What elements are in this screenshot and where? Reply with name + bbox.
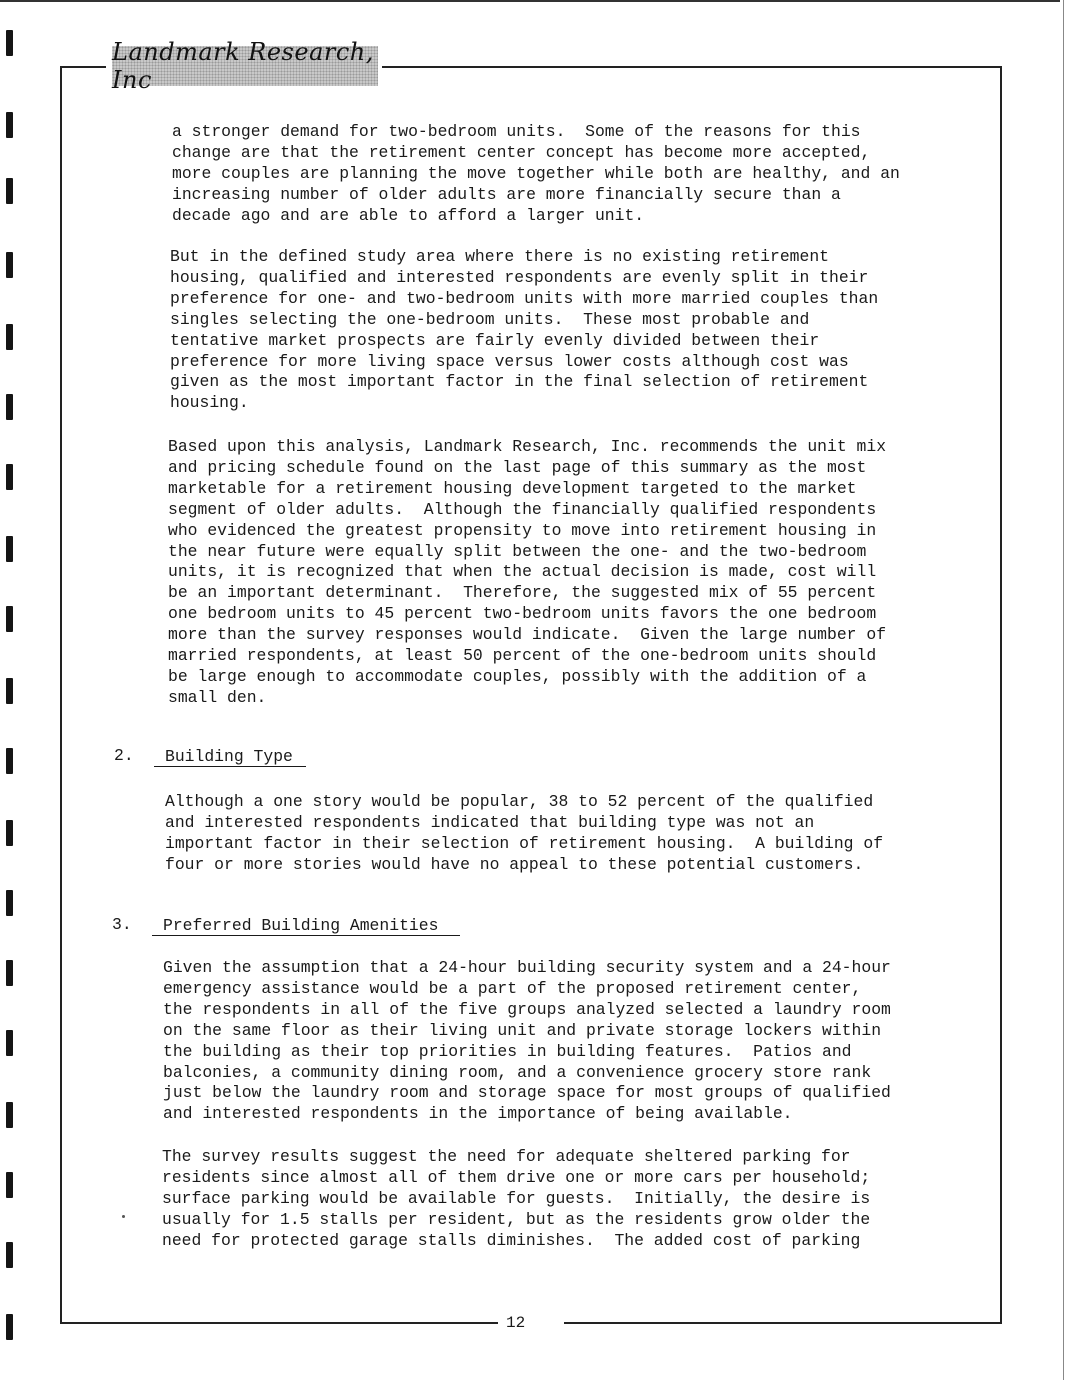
frame-border-top [382, 66, 1002, 68]
paragraph-parking: The survey results suggest the need for adequate sheltered parking for residents since almost all of them drive one or more cars per household; surface parking would be available for guests. Initially, the desire is usually for 1.5 stalls per resident, but as the residents grow older the need for protected garage stalls diminishes. The added cost of parking [162, 1147, 871, 1250]
binding-hole [6, 1030, 13, 1056]
section-heading: Preferred Building Amenities [163, 916, 439, 935]
frame-border-right [1000, 66, 1002, 1324]
section-number: 2. [114, 746, 134, 765]
binding-hole [6, 1172, 13, 1198]
page-number: 12 [506, 1314, 526, 1332]
binding-hole [6, 178, 13, 204]
binding-hole [6, 890, 13, 916]
scan-right-edge [1063, 0, 1064, 1380]
binding-hole [6, 748, 13, 774]
binding-hole [6, 252, 13, 278]
scan-top-edge [0, 0, 1060, 2]
scan-speck [122, 1215, 125, 1218]
frame-border-bottom [60, 1322, 498, 1324]
binding-holes [6, 30, 16, 1360]
binding-hole [6, 324, 13, 350]
company-logo [112, 38, 378, 94]
binding-hole [6, 678, 13, 704]
binding-hole [6, 820, 13, 846]
binding-hole [6, 394, 13, 420]
section-heading-underline [152, 935, 460, 936]
binding-hole [6, 464, 13, 490]
binding-hole [6, 1102, 13, 1128]
logo-text: Landmark Research, Inc [112, 38, 374, 94]
paragraph-unit-demand: a stronger demand for two-bedroom units. Some of the reasons for this change are that the retirement center concept has become more accepted, more couples are planning the move together while both are healthy, and an increasing number of older adults are more financially secure than a decade ago and are able to afford a larger unit. [172, 122, 900, 225]
frame-border-left [60, 66, 62, 1324]
binding-hole [6, 30, 13, 56]
binding-hole [6, 112, 13, 138]
section-heading-underline [154, 766, 306, 767]
section-number: 3. [112, 915, 132, 934]
section-heading: Building Type [165, 747, 293, 766]
paragraph-amenities: Given the assumption that a 24-hour building security system and a 24-hour emergency assistance would be a part of the proposed retirement center, the respondents in all of the five groups analyzed selected a laundry room on the same floor as their living unit and private storage lockers within the building as their top priorities in building features. Patios and balconies, a community dining room, and a convenience grocery store rank just below the laundry room and storage space for most groups of qualified and interested respondents in the importance of being available. [163, 958, 891, 1124]
frame-border-top [60, 66, 106, 68]
frame-border-bottom [564, 1322, 1002, 1324]
paragraph-recommendation: Based upon this analysis, Landmark Research, Inc. recommends the unit mix and pricing schedule found on the last page of this summary as the most marketable for a retirement housing development targeted to the market segment of older adults. Although the financially qualified respondents who evidenced the greatest propensity to move into retirement housing in the near future were equally split between the one- and the two-bedroom units, it is recognized that when the actual decision is made, cost will be an important determinant. Therefore, the suggested mix of 55 percent one bedroom units to 45 percent two-bedroom units favors the one bedroom more than the survey responses would indicate. Given the large number of married respondents, at least 50 percent of the one-bedroom units should be large enough to accommodate couples, possibly with the addition of a small den. [168, 437, 887, 707]
binding-hole [6, 960, 13, 986]
binding-hole [6, 536, 13, 562]
paragraph-study-area: But in the defined study area where there is no existing retirement housing, qualified and interested respondents are evenly split in their preference for one- and two-bedroom units with more married couples than singles selecting the one-bedroom units. These most probable and tentative market prospects are fairly evenly divided between their preference for more living space versus lower costs although cost was given as the most important factor in the final selection of retirement housing. [170, 247, 879, 413]
paragraph-building-type: Although a one story would be popular, 38 to 52 percent of the qualified and interested respondents indicated that building type was not an important factor in their selection of retirement housing. A building of four or more stories would have no appeal to these potential customers. [165, 792, 884, 874]
binding-hole [6, 606, 13, 632]
binding-hole [6, 1314, 13, 1340]
binding-hole [6, 1242, 13, 1268]
